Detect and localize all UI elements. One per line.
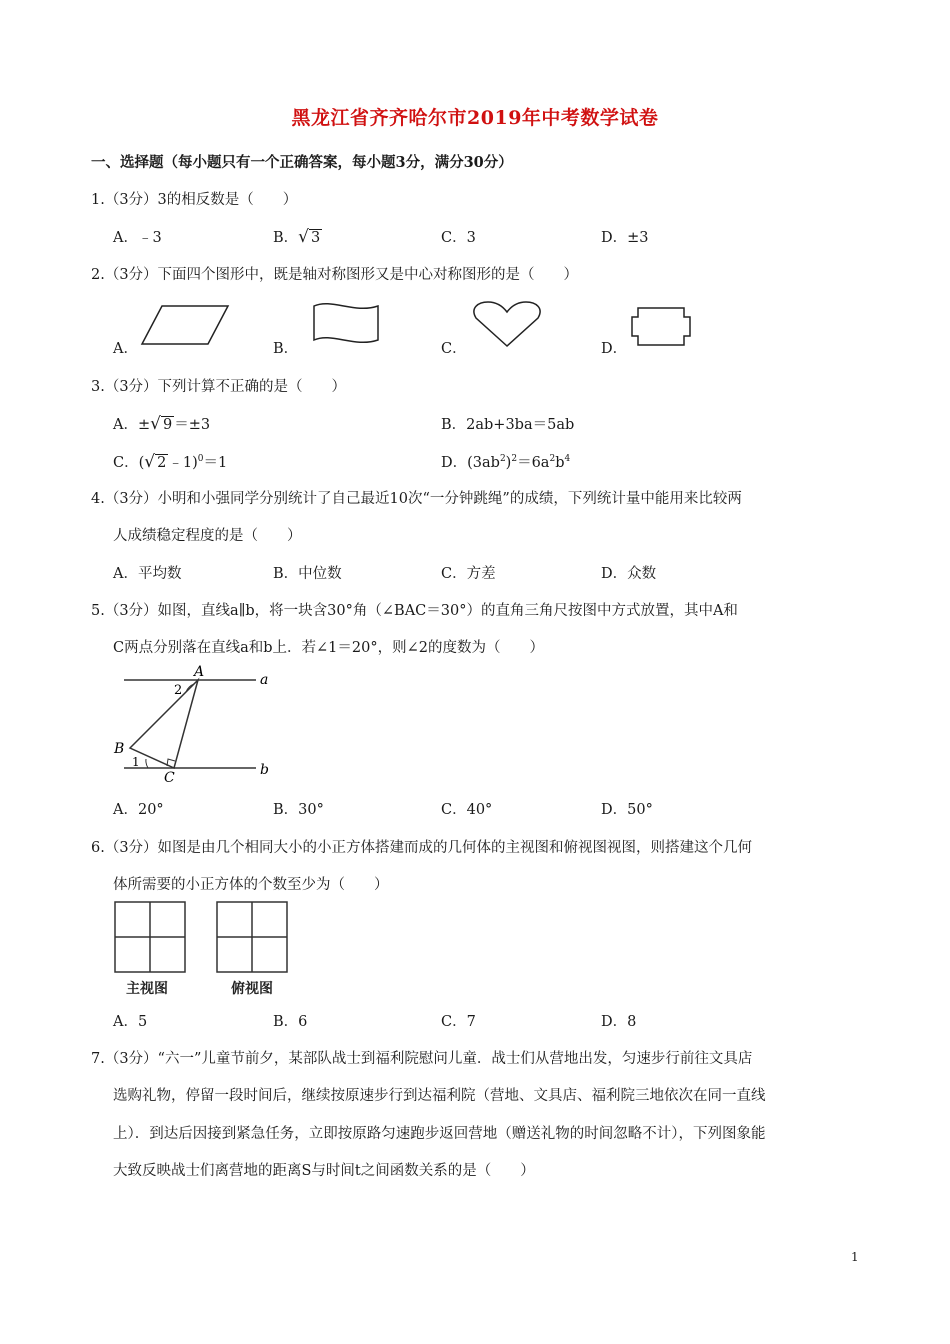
q1-option-a: A．﹣3 [113,230,162,246]
question-5-line1: 5.（3分）如图，直线a∥b，将一块含30°角（∠BAC＝30°）的直角三角尺按图中方式放置，其中A和 [91,603,738,619]
question-2-stem: 2.（3分）下面四个图形中，既是轴对称图形又是中心对称图形的是（ ） [91,267,579,283]
main-view-label: 主视图 [126,981,168,997]
q4-option-b: B．中位数 [273,566,342,582]
q3-option-a: A．±√ 9 ＝±3 [113,414,211,434]
question-7-line1: 7.（3分）“六一”儿童节前夕，某部队战士到福利院慰问儿童．战士们从营地出发，匀速步行前往文具店 [91,1051,753,1067]
label-A: A [194,664,205,680]
label-2: 2 [174,683,183,698]
q4-option-c: C．方差 [441,566,496,582]
q2-option-c: C． [441,341,467,357]
question-4-line1: 4.（3分）小明和小强同学分别统计了自己最近10次“一分钟跳绳”的成绩，下列统计量中能用来比较两 [91,491,742,507]
question-6-line1: 6.（3分）如图是由几个相同大小的小正方体搭建而成的几何体的主视图和俯视图视图，则搭建这个几何 [91,840,753,856]
radical-icon: √ [144,452,156,472]
wavy-flag-figure [308,300,384,352]
q6-option-d: D．8 [601,1014,637,1030]
question-7-line4: 大致反映战士们离营地的距离S与时间t之间函数关系的是（ ） [113,1163,535,1179]
radical-icon: √ [298,227,309,247]
top-view-grid [215,900,291,976]
q4-option-a: A．平均数 [113,566,182,582]
main-view-grid [113,900,189,976]
q6-option-b: B．6 [273,1014,308,1030]
label-a: a [260,672,269,688]
angle-1-arc [146,759,148,768]
label-1: 1 [132,755,140,769]
parallel-lines-triangle-figure [108,662,278,786]
page-number: 1 [851,1250,859,1264]
question-7-line2: 选购礼物，停留一段时间后，继续按原速步行到达福利院（营地、文具店、福利院三地依次在同一直线 [113,1088,766,1104]
q6-option-c: C．7 [441,1014,476,1030]
q1-option-c: C．3 [441,230,476,246]
q5-option-a: A．20° [113,802,164,818]
q3-option-b: B．2ab+3ba＝5ab [441,417,575,433]
q2-option-a: A． [113,341,138,357]
label-B: B [114,741,125,757]
question-3-stem: 3.（3分）下列计算不正确的是（ ） [91,379,347,395]
heart-figure [470,300,546,350]
parallelogram-figure [140,302,230,350]
q1-option-d: D．±3 [601,230,649,246]
label-C: C [164,770,175,786]
q1-option-b: B．√ 3 [273,227,321,247]
q5-option-b: B．30° [273,802,324,818]
triangle [130,680,198,768]
q4-option-d: D．众数 [601,566,657,582]
question-4-line2: 人成绩稳定程度的是（ ） [113,528,302,544]
question-6-line2: 体所需要的小正方体的个数至少为（ ） [113,877,389,893]
q5-option-c: C．40° [441,802,493,818]
page-title: 黑龙江省齐齐哈尔市2019年中考数学试卷 [291,107,659,129]
section-heading: 一、选择题（每小题只有一个正确答案，每小题3分，满分30分） [91,154,513,171]
question-1-stem: 1.（3分）3的相反数是（ ） [91,192,298,208]
q3-option-d: D．$(3ab^2)^2=6a^2b^4$ [441,454,571,471]
radical-icon: √ [150,414,161,434]
q6-option-a: A．5 [113,1014,148,1030]
label-b: b [260,762,269,778]
question-5-line2: C两点分别落在直线a和b上．若∠1＝20°，则∠2的度数为（ ） [113,640,544,656]
top-view-label: 俯视图 [231,981,273,997]
cross-shape-figure [628,304,694,350]
question-7-line3: 上）．到达后因接到紧急任务，立即按原路匀速跑步返回营地（赠送礼物的时间忽略不计），下列图象能 [113,1126,766,1142]
q5-option-d: D．50° [601,802,653,818]
q2-option-d: D． [601,341,628,357]
q3-option-c: C．(√ 2 ﹣1)$^0$＝1 [113,452,228,472]
q2-option-b: B． [273,341,299,357]
